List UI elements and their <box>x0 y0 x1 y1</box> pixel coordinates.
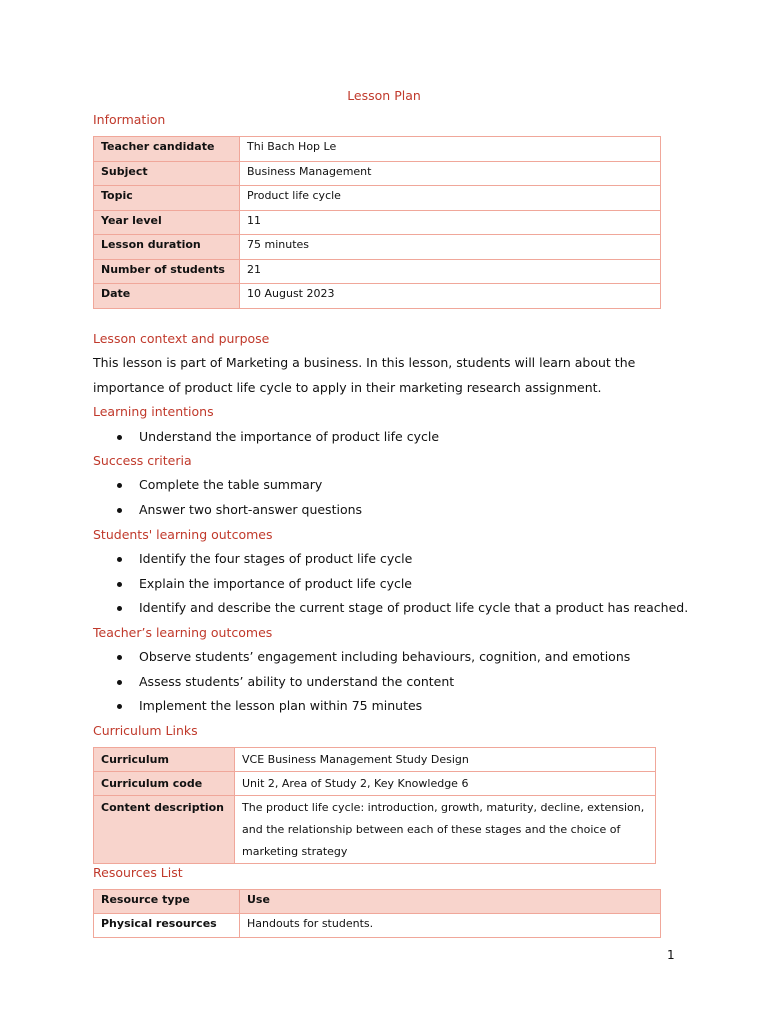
intentions-list <box>93 425 439 450</box>
bullet-icon <box>117 655 122 660</box>
bullet-icon <box>117 483 122 488</box>
row-value: Business Management <box>240 161 661 186</box>
table-row <box>94 235 661 260</box>
row-label: Curriculum code <box>94 772 235 796</box>
list-item: Complete the table summary <box>93 473 362 498</box>
success-heading: Success criteria <box>93 453 192 468</box>
row-label: Teacher candidate <box>94 137 240 162</box>
row-label: Topic <box>94 186 240 211</box>
row-label: Curriculum <box>94 748 235 772</box>
column-header-use: Use <box>240 890 661 914</box>
resources-table <box>93 889 661 938</box>
resources-heading: Resources List <box>93 865 183 880</box>
table-row <box>94 137 661 162</box>
column-header-type: Resource type <box>94 890 240 914</box>
row-value: Unit 2, Area of Study 2, Key Knowledge 6 <box>235 772 656 796</box>
table-row <box>94 210 661 235</box>
row-value: Product life cycle <box>240 186 661 211</box>
success-list <box>93 473 362 522</box>
table-row <box>94 161 661 186</box>
row-label: Date <box>94 284 240 309</box>
list-item: Explain the importance of product life cycle <box>93 572 688 597</box>
bullet-icon <box>117 606 122 611</box>
row-value: Handouts for students. <box>240 914 661 938</box>
row-value: 11 <box>240 210 661 235</box>
table-row <box>94 914 661 938</box>
intentions-heading: Learning intentions <box>93 404 214 419</box>
table-row <box>94 259 661 284</box>
information-heading: Information <box>93 112 166 127</box>
information-table <box>93 136 661 309</box>
row-label: Lesson duration <box>94 235 240 260</box>
table-row <box>94 284 661 309</box>
row-label: Content description <box>94 796 235 864</box>
list-item: Assess students’ ability to understand the content <box>93 670 630 695</box>
row-value: 10 August 2023 <box>240 284 661 309</box>
list-item: Implement the lesson plan within 75 minutes <box>93 694 630 719</box>
row-label: Subject <box>94 161 240 186</box>
student-outcomes-heading: Students' learning outcomes <box>93 527 273 542</box>
bullet-icon <box>117 582 122 587</box>
row-label: Physical resources <box>94 914 240 938</box>
row-label: Number of students <box>94 259 240 284</box>
student-outcomes-list <box>93 547 688 621</box>
table-row <box>94 772 656 796</box>
table-row <box>94 748 656 772</box>
table-header-row <box>94 890 661 914</box>
document-title: Lesson Plan <box>347 88 421 103</box>
bullet-icon <box>117 680 122 685</box>
teacher-outcomes-heading: Teacher’s learning outcomes <box>93 625 273 640</box>
row-value: VCE Business Management Study Design <box>235 748 656 772</box>
row-value: The product life cycle: introduction, growth, maturity, decline, extension, and the relationship between each of these stages and the choice of marketing strategy <box>235 796 656 864</box>
curriculum-heading: Curriculum Links <box>93 723 198 738</box>
bullet-icon <box>117 508 122 513</box>
bullet-icon <box>117 435 122 440</box>
row-value: Thi Bach Hop Le <box>240 137 661 162</box>
bullet-icon <box>117 557 122 562</box>
teacher-outcomes-list <box>93 645 630 719</box>
table-row <box>94 186 661 211</box>
bullet-icon <box>117 704 122 709</box>
list-item: Answer two short-answer questions <box>93 498 362 523</box>
list-item: Identify the four stages of product life cycle <box>93 547 688 572</box>
table-row <box>94 796 656 864</box>
curriculum-table <box>93 747 656 864</box>
list-item: Understand the importance of product life cycle <box>93 425 439 450</box>
row-value: 75 minutes <box>240 235 661 260</box>
row-label: Year level <box>94 210 240 235</box>
row-value: 21 <box>240 259 661 284</box>
context-heading: Lesson context and purpose <box>93 331 270 346</box>
list-item: Identify and describe the current stage of product life cycle that a product has reached. <box>93 596 688 621</box>
page-number: 1 <box>667 948 675 962</box>
context-paragraph: This lesson is part of Marketing a business. In this lesson, students will learn about the importance of product life cycle to apply in their marketing research assignment. <box>93 355 636 395</box>
list-item: Observe students’ engagement including behaviours, cognition, and emotions <box>93 645 630 670</box>
